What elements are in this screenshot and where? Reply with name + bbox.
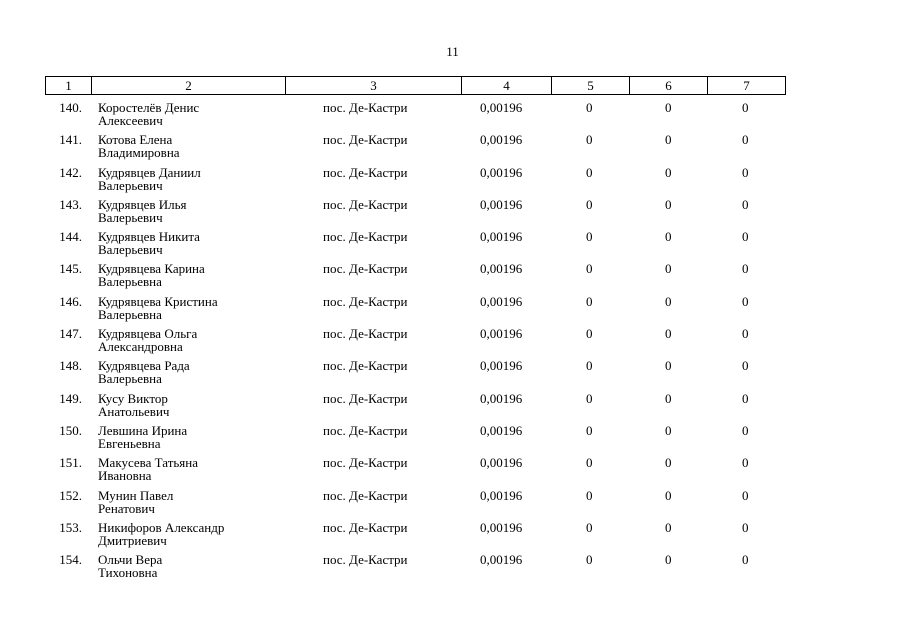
person-name: Кудрявцев Никита xyxy=(98,229,200,245)
column-6-value: 0 xyxy=(665,164,672,180)
column-5-value: 0 xyxy=(586,261,593,277)
share-value: 0,00196 xyxy=(480,455,523,471)
share-value: 0,00196 xyxy=(480,422,523,438)
column-7-value: 0 xyxy=(742,100,749,115)
person-patronymic: Владимировна xyxy=(98,145,180,161)
column-5-value: 0 xyxy=(586,487,593,503)
person-patronymic: Валерьевна xyxy=(98,306,162,322)
column-number-header xyxy=(45,76,786,95)
person-patronymic: Ренатович xyxy=(98,500,155,516)
column-6-value: 0 xyxy=(665,455,672,471)
table-row xyxy=(45,553,785,585)
column-6-value: 0 xyxy=(665,552,672,568)
column-6-value: 0 xyxy=(665,261,672,277)
column-6-value: 0 xyxy=(665,390,672,406)
settlement: пос. Де-Кастри xyxy=(323,390,408,406)
row-number: 148. xyxy=(59,358,82,374)
settlement: пос. Де-Кастри xyxy=(323,261,408,277)
settlement: пос. Де-Кастри xyxy=(323,229,408,245)
table-row xyxy=(45,101,785,133)
settlement: пос. Де-Кастри xyxy=(323,100,408,115)
row-number: 147. xyxy=(59,326,82,342)
share-value: 0,00196 xyxy=(480,100,523,115)
person-name: Кудрявцева Карина xyxy=(98,261,205,277)
table-row xyxy=(45,295,785,327)
person-name: Кудрявцев Илья xyxy=(98,196,187,212)
settlement: пос. Де-Кастри xyxy=(323,358,408,374)
row-number: 151. xyxy=(59,455,82,471)
share-value: 0,00196 xyxy=(480,196,523,212)
person-name: Ольчи Вера xyxy=(98,552,163,568)
row-number: 140. xyxy=(59,100,82,115)
person-name: Макусева Татьяна xyxy=(98,455,199,471)
column-7-value: 0 xyxy=(742,326,749,342)
person-name: Кусу Виктор xyxy=(98,390,168,406)
column-6-value: 0 xyxy=(665,100,672,115)
settlement: пос. Де-Кастри xyxy=(323,164,408,180)
person-patronymic: Валерьевна xyxy=(98,371,162,387)
person-name: Кудрявцев Даниил xyxy=(98,164,201,180)
header-cell-7: 7 xyxy=(708,77,786,95)
header-cell-5: 5 xyxy=(552,77,630,95)
column-5-value: 0 xyxy=(586,164,593,180)
share-value: 0,00196 xyxy=(480,487,523,503)
column-5-value: 0 xyxy=(586,326,593,342)
column-7-value: 0 xyxy=(742,422,749,438)
table-row xyxy=(45,198,785,230)
column-7-value: 0 xyxy=(742,196,749,212)
row-number: 153. xyxy=(59,519,82,535)
column-5-value: 0 xyxy=(586,358,593,374)
settlement: пос. Де-Кастри xyxy=(323,487,408,503)
person-patronymic: Ивановна xyxy=(98,468,152,484)
column-7-value: 0 xyxy=(742,390,749,406)
settlement: пос. Де-Кастри xyxy=(323,455,408,471)
share-value: 0,00196 xyxy=(480,358,523,374)
settlement: пос. Де-Кастри xyxy=(323,132,408,148)
person-name: Коростелёв Денис xyxy=(98,100,200,115)
column-7-value: 0 xyxy=(742,261,749,277)
share-value: 0,00196 xyxy=(480,390,523,406)
column-6-value: 0 xyxy=(665,358,672,374)
person-name: Мунин Павел xyxy=(98,487,174,503)
column-6-value: 0 xyxy=(665,326,672,342)
person-patronymic: Александровна xyxy=(98,339,183,355)
share-value: 0,00196 xyxy=(480,519,523,535)
column-6-value: 0 xyxy=(665,229,672,245)
row-number: 142. xyxy=(59,164,82,180)
column-6-value: 0 xyxy=(665,132,672,148)
column-5-value: 0 xyxy=(586,229,593,245)
share-value: 0,00196 xyxy=(480,132,523,148)
table-row xyxy=(45,262,785,294)
table-body xyxy=(45,101,785,585)
person-patronymic: Дмитриевич xyxy=(98,532,167,548)
column-6-value: 0 xyxy=(665,422,672,438)
share-value: 0,00196 xyxy=(480,229,523,245)
header-cell-6: 6 xyxy=(630,77,708,95)
table-row xyxy=(45,166,785,198)
row-number: 143. xyxy=(59,196,82,212)
person-name: Левшина Ирина xyxy=(98,422,188,438)
person-patronymic: Тихоновна xyxy=(98,565,158,581)
table-row xyxy=(45,359,785,391)
row-number: 152. xyxy=(59,487,82,503)
person-patronymic: Алексеевич xyxy=(98,113,163,128)
table-row xyxy=(45,230,785,262)
page-number: 11 xyxy=(446,44,459,59)
settlement: пос. Де-Кастри xyxy=(323,519,408,535)
row-number: 146. xyxy=(59,293,82,309)
person-patronymic: Анатольевич xyxy=(98,403,170,419)
share-value: 0,00196 xyxy=(480,164,523,180)
column-5-value: 0 xyxy=(586,455,593,471)
settlement: пос. Де-Кастри xyxy=(323,196,408,212)
header-cell-2: 2 xyxy=(92,77,286,95)
table-row xyxy=(45,327,785,359)
column-5-value: 0 xyxy=(586,100,593,115)
person-patronymic: Валерьевич xyxy=(98,177,163,193)
row-number: 154. xyxy=(59,552,82,568)
column-5-value: 0 xyxy=(586,390,593,406)
column-5-value: 0 xyxy=(586,132,593,148)
column-7-value: 0 xyxy=(742,293,749,309)
settlement: пос. Де-Кастри xyxy=(323,326,408,342)
column-5-value: 0 xyxy=(586,552,593,568)
column-6-value: 0 xyxy=(665,196,672,212)
person-name: Никифоров Александр xyxy=(98,519,225,535)
column-7-value: 0 xyxy=(742,164,749,180)
person-name: Кудрявцева Рада xyxy=(98,358,190,374)
column-6-value: 0 xyxy=(665,519,672,535)
share-value: 0,00196 xyxy=(480,293,523,309)
person-name: Котова Елена xyxy=(98,132,173,148)
column-7-value: 0 xyxy=(742,487,749,503)
header-row xyxy=(46,77,786,95)
column-7-value: 0 xyxy=(742,132,749,148)
person-patronymic: Евгеньевна xyxy=(98,435,161,451)
column-7-value: 0 xyxy=(742,455,749,471)
person-patronymic: Валерьевич xyxy=(98,242,163,258)
row-number: 144. xyxy=(59,229,82,245)
row-number: 150. xyxy=(59,422,82,438)
settlement: пос. Де-Кастри xyxy=(323,422,408,438)
column-5-value: 0 xyxy=(586,196,593,212)
column-7-value: 0 xyxy=(742,552,749,568)
share-value: 0,00196 xyxy=(480,552,523,568)
column-7-value: 0 xyxy=(742,229,749,245)
person-patronymic: Валерьевна xyxy=(98,274,162,290)
row-number: 149. xyxy=(59,390,82,406)
header-cell-3: 3 xyxy=(286,77,462,95)
share-value: 0,00196 xyxy=(480,326,523,342)
person-patronymic: Валерьевич xyxy=(98,209,163,225)
column-5-value: 0 xyxy=(586,519,593,535)
table-row xyxy=(45,133,785,165)
column-5-value: 0 xyxy=(586,293,593,309)
table-row xyxy=(45,489,785,521)
person-name: Кудрявцева Ольга xyxy=(98,326,198,342)
header-cell-1: 1 xyxy=(46,77,92,95)
column-7-value: 0 xyxy=(742,358,749,374)
column-6-value: 0 xyxy=(665,487,672,503)
settlement: пос. Де-Кастри xyxy=(323,552,408,568)
row-number: 145. xyxy=(59,261,82,277)
column-7-value: 0 xyxy=(742,519,749,535)
table-row xyxy=(45,392,785,424)
table-row xyxy=(45,456,785,488)
table-row xyxy=(45,424,785,456)
settlement: пос. Де-Кастри xyxy=(323,293,408,309)
column-6-value: 0 xyxy=(665,293,672,309)
row-number: 141. xyxy=(59,132,82,148)
table-row xyxy=(45,521,785,553)
column-5-value: 0 xyxy=(586,422,593,438)
share-value: 0,00196 xyxy=(480,261,523,277)
header-cell-4: 4 xyxy=(462,77,552,95)
person-name: Кудрявцева Кристина xyxy=(98,293,218,309)
